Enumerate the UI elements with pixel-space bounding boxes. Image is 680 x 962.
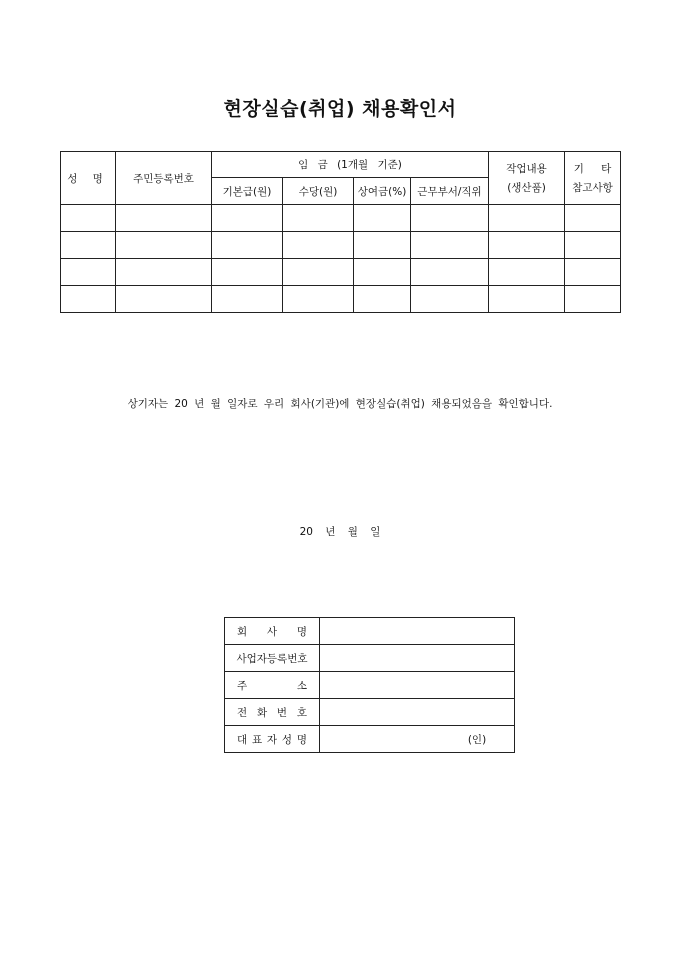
confirmation-statement: 상기자는 20 년 월 일자로 우리 회사(기관)에 현장실습(취업) 채용되었음을 확인합니다. <box>127 398 553 410</box>
cell-etc[interactable] <box>565 205 621 232</box>
wage-table <box>60 151 621 313</box>
cell-resident-number[interactable] <box>116 259 212 286</box>
representative-value[interactable] <box>320 726 515 753</box>
header-base-pay: 기본급(원) <box>212 178 283 205</box>
cell-resident-number[interactable] <box>116 232 212 259</box>
cell-name[interactable] <box>61 232 116 259</box>
header-allowance: 수당(원) <box>283 178 354 205</box>
cell-bonus[interactable] <box>354 205 411 232</box>
phone-label: 전 화 번 호 <box>225 699 320 726</box>
cell-name[interactable] <box>61 286 116 313</box>
address-row <box>225 672 515 699</box>
representative-row <box>225 726 515 753</box>
cell-department[interactable] <box>411 286 489 313</box>
header-resident-number: 주민등록번호 <box>116 152 212 205</box>
address-value[interactable] <box>320 672 515 699</box>
table-row <box>61 205 621 232</box>
phone-row <box>225 699 515 726</box>
header-bonus: 상여금(%) <box>354 178 411 205</box>
cell-etc[interactable] <box>565 232 621 259</box>
seal-mark: (인) <box>467 733 487 746</box>
company-name-row <box>225 618 515 645</box>
date-line: 20 년 월 일 <box>299 526 381 538</box>
business-number-row <box>225 645 515 672</box>
cell-department[interactable] <box>411 232 489 259</box>
table-row <box>61 232 621 259</box>
header-work-content: 작업내용 (생산품) <box>489 152 565 205</box>
address-label: 주 소 <box>225 672 320 699</box>
business-number-label: 사업자등록번호 <box>225 645 320 672</box>
cell-base-pay[interactable] <box>212 286 283 313</box>
cell-department[interactable] <box>411 205 489 232</box>
cell-allowance[interactable] <box>283 286 354 313</box>
representative-label: 대 표 자 성 명 <box>225 726 320 753</box>
header-department: 근무부서/직위 <box>411 178 489 205</box>
document-title: 현장실습(취업) 채용확인서 <box>223 98 457 120</box>
cell-bonus[interactable] <box>354 232 411 259</box>
header-name: 성 명 <box>61 152 116 205</box>
cell-allowance[interactable] <box>283 205 354 232</box>
company-info-table <box>224 617 515 753</box>
business-number-value[interactable] <box>320 645 515 672</box>
cell-allowance[interactable] <box>283 232 354 259</box>
cell-bonus[interactable] <box>354 259 411 286</box>
cell-work-content[interactable] <box>489 286 565 313</box>
table-row <box>61 286 621 313</box>
cell-etc[interactable] <box>565 259 621 286</box>
cell-base-pay[interactable] <box>212 259 283 286</box>
header-etc: 기 타 참고사항 <box>565 152 621 205</box>
cell-name[interactable] <box>61 205 116 232</box>
cell-allowance[interactable] <box>283 259 354 286</box>
company-name-label: 회 사 명 <box>225 618 320 645</box>
cell-base-pay[interactable] <box>212 232 283 259</box>
cell-resident-number[interactable] <box>116 286 212 313</box>
header-wage-group: 임 금 (1개월 기준) <box>212 152 489 178</box>
table-row <box>61 259 621 286</box>
cell-work-content[interactable] <box>489 232 565 259</box>
cell-work-content[interactable] <box>489 259 565 286</box>
cell-work-content[interactable] <box>489 205 565 232</box>
company-name-value[interactable] <box>320 618 515 645</box>
cell-bonus[interactable] <box>354 286 411 313</box>
cell-base-pay[interactable] <box>212 205 283 232</box>
cell-etc[interactable] <box>565 286 621 313</box>
cell-name[interactable] <box>61 259 116 286</box>
phone-value[interactable] <box>320 699 515 726</box>
cell-resident-number[interactable] <box>116 205 212 232</box>
cell-department[interactable] <box>411 259 489 286</box>
